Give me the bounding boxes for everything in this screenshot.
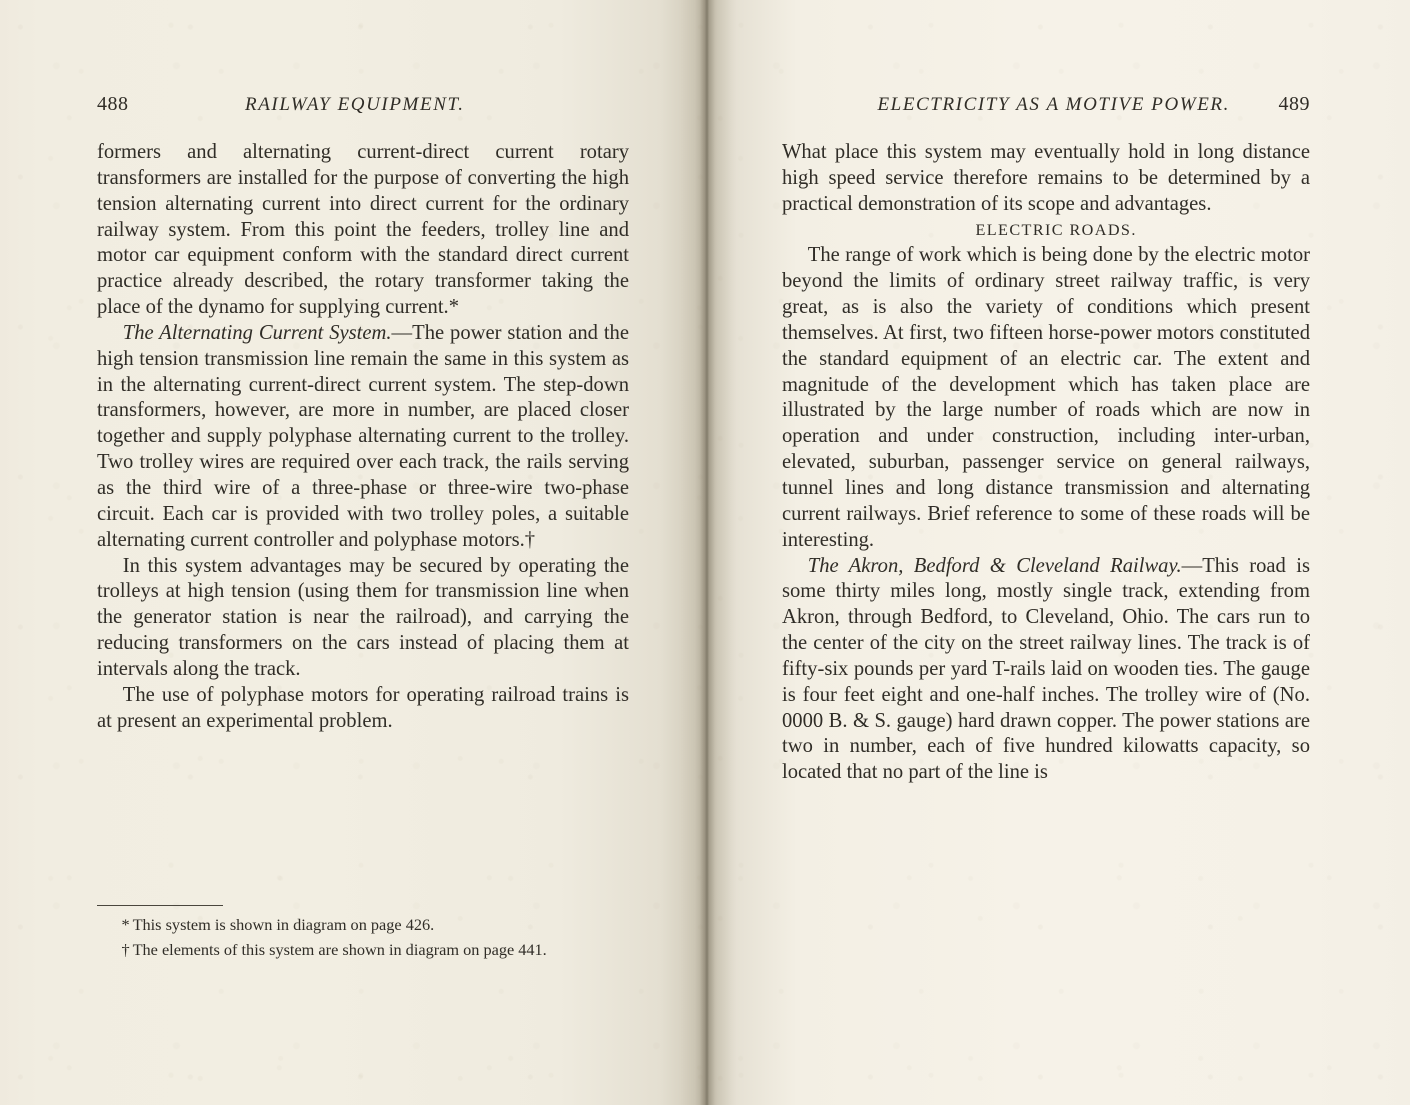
right-running-head-title: ELECTRICITY AS A MOTIVE POWER. [877, 94, 1230, 115]
left-running-head [97, 93, 629, 119]
footnote [97, 913, 629, 937]
footnote-mark-dagger: † [121, 940, 130, 959]
left-running-head-title: RAILWAY EQUIPMENT. [245, 94, 465, 115]
footnote-text: This system is shown in diagram on page 426. [132, 915, 435, 934]
footnote [97, 938, 629, 962]
right-page-number: 489 [1278, 93, 1310, 115]
paragraph: formers and alternating current-direct current rotary transformers are installed for the purpose of converting the high tension alternating current into direct current for the ordinary railway system. From this point the feeders, trolley line and motor car equipment conform with the standard direct current practice already described, the rotary transformer taking the place of the dynamo for supplying current.* [97, 141, 629, 319]
section-heading-electric-roads: ELECTRIC ROADS. [975, 220, 1137, 239]
paragraph: What place this system may eventually hold in long distance high speed service therefore remains to be determined by a practical demonstration of its scope and advantages. [782, 141, 1310, 215]
right-running-head [782, 93, 1310, 119]
paragraph-text: —The power station and the high tension transmission line remain the same in this system as in the alternating current-direct current system. The step-down transformers, however, are more in number, are placed closer together and supply polyphase alternating current to the trolley. Two trolley wires are required over each track, the rails serving as the third wire of a three-phase or three-wire two-phase circuit. Each car is provided with two trolley poles, a suitable alternating current controller and polyphase motors.† [97, 321, 629, 551]
left-page-number: 488 [97, 93, 129, 115]
paragraph-text: —This road is some thirty miles long, mostly single track, extending from Akron, through Bedford, to Cleveland, Ohio. The cars run to the center of the city on the street railway lines. The track is of fifty-six pounds per yard T-rails laid on wooden ties. The gauge is four feet eight and one-half inches. The trolley wire of (No. 0000 B. & S. gauge) hard drawn copper. The power stations are two in number, each of five hundred kilowatts capacity, so located that no part of the line is [782, 554, 1310, 784]
footnote-separator-rule [97, 905, 223, 906]
right-body-text [782, 140, 1310, 786]
paragraph [782, 554, 1310, 787]
paragraph-runin-heading: The Alternating Current System. [122, 321, 392, 344]
paragraph-runin-heading: The Akron, Bedford & Cleveland Railway. [807, 554, 1182, 577]
paragraph [97, 321, 629, 554]
paragraph: The use of polyphase motors for operating railroad trains is at present an experimental problem. [97, 683, 629, 732]
left-body-text [97, 140, 629, 734]
left-page-footnotes [97, 905, 629, 963]
footnote-text: The elements of this system are shown in diagram on page 441. [132, 940, 547, 959]
paragraph: In this system advantages may be secured by operating the trolleys at high tension (using them for transmission line when the generator station is near the railroad), and carrying the reducing transformers on the cars instead of placing them at intervals along the track. [97, 554, 629, 680]
footnote-mark-asterisk: * [121, 915, 130, 934]
paragraph: The range of work which is being done by the electric motor beyond the limits of ordinary street railway traffic, is very great, as is also the variety of conditions which present themselves. At first, two fifteen horse-power motors constituted the standard equipment of an electric car. The extent and magnitude of the development which has taken place are illustrated by the large number of roads which are now in operation and under construction, including inter-urban, elevated, suburban, passenger service on general railways, tunnel lines and long distance transmission and alternating current railways. Brief reference to some of these roads will be interesting. [782, 244, 1310, 551]
